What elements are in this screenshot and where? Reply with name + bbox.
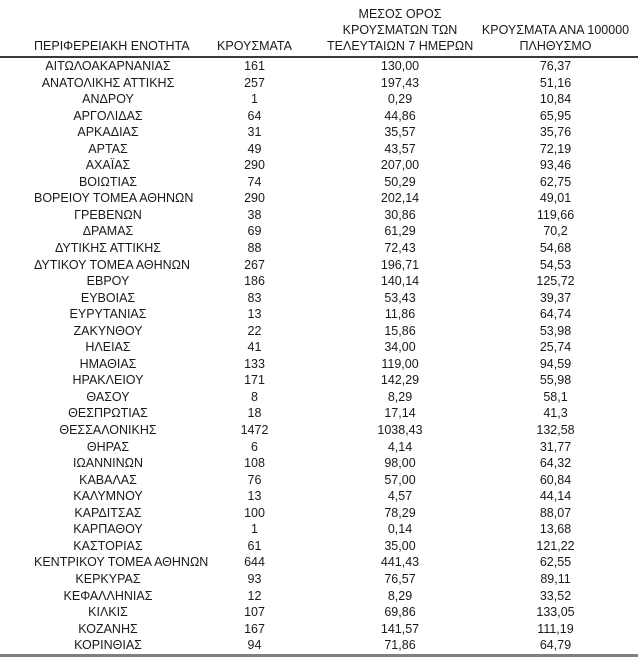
value-cell: 11,86 [384,307,416,322]
header-row [0,0,638,57]
value-cell: 267 [244,257,265,272]
value-cell: 54,53 [539,257,572,272]
table-row [0,372,638,389]
column-header-2 [182,0,327,57]
table-row [0,439,638,456]
table-row [0,273,638,290]
value-cell: 8 [251,389,258,404]
table-body [0,57,638,655]
region-name-cell: ΚΑΡΔΙΤΣΑΣ [74,505,142,520]
value-cell: 141,57 [380,621,420,636]
value-cell: 98,00 [384,456,416,471]
table-row [0,637,638,655]
region-name-cell: ΗΜΑΘΙΑΣ [79,356,137,371]
table-row [0,57,638,75]
table-row [0,157,638,174]
region-name-cell: ΚΕΡΚΥΡΑΣ [75,571,141,586]
value-cell: 13,68 [539,522,572,537]
value-cell: 62,75 [539,174,572,189]
value-cell: 1472 [240,423,269,438]
table-row [0,571,638,588]
table-row [0,290,638,307]
value-cell: 38 [247,207,262,222]
region-name-cell: ΖΑΚΥΝΘΟΥ [73,323,143,338]
region-name-cell: ΗΡΑΚΛΕΙΟΥ [72,373,144,388]
value-cell: 33,52 [539,588,572,603]
table-header [0,0,638,57]
table-row [0,124,638,141]
value-cell: 44,86 [384,108,416,123]
value-cell: 57,00 [384,472,416,487]
value-cell: 207,00 [380,158,420,173]
value-cell: 12 [247,588,262,603]
value-cell: 61 [247,538,262,553]
value-cell: 94 [247,638,262,653]
value-cell: 39,37 [539,290,572,305]
region-name-cell: ΘΕΣΠΡΩΤΙΑΣ [68,406,148,421]
table-row [0,141,638,158]
table-row [0,323,638,340]
value-cell: 64 [247,108,262,123]
table-row [0,604,638,621]
value-cell: 125,72 [536,274,575,289]
value-cell: 441,43 [380,555,420,570]
region-name-cell: ΚΑΡΠΑΘΟΥ [73,522,143,537]
value-cell: 43,57 [384,141,416,156]
value-cell: 17,14 [384,406,416,421]
value-cell: 35,57 [384,125,416,140]
value-cell: 119,00 [381,356,419,371]
value-cell: 72,19 [539,141,572,156]
value-cell: 100 [244,505,265,520]
value-cell: 76 [247,472,262,487]
value-cell: 18 [247,406,262,421]
value-cell: 8,29 [387,389,413,404]
table-row [0,621,638,638]
column-header-3 [327,0,473,57]
column-header-line: ΠΛΗΘΥΣΜΟ [519,39,592,53]
value-cell: 132,58 [536,423,575,438]
value-cell: 62,55 [539,555,572,570]
value-cell: 10,84 [539,92,572,107]
value-cell: 54,68 [539,241,572,256]
value-cell: 69,86 [384,605,416,620]
value-cell: 30,86 [384,207,416,222]
value-cell: 0,14 [387,522,413,537]
region-name-cell: ΚΑΣΤΟΡΙΑΣ [73,538,143,553]
value-cell: 31 [247,125,262,140]
value-cell: 142,29 [380,373,420,388]
value-cell: 64,32 [539,456,572,471]
region-name-cell: ΚΑΒΑΛΑΣ [79,472,137,487]
table-row [0,405,638,422]
column-header-line: ΠΕΡΙΦΕΡΕΙΑΚΗ ΕΝΟΤΗΤΑ [34,39,190,53]
region-name-cell: ΔΥΤΙΚΟΥ ΤΟΜΕΑ ΑΘΗΝΩΝ [34,257,191,272]
column-header-line: ΚΡΟΥΣΜΑΤΩΝ ΤΩΝ [342,23,458,37]
value-cell: 290 [244,158,265,173]
table-row [0,257,638,274]
value-cell: 72,43 [384,241,416,256]
table-row [0,472,638,489]
value-cell: 121,22 [536,538,575,553]
value-cell: 44,14 [539,489,572,504]
value-cell: 41 [247,340,262,355]
region-name-cell: ΑΡΚΑΔΙΑΣ [77,125,139,140]
region-name-cell: ΑΡΤΑΣ [88,141,128,156]
table-row [0,108,638,125]
region-name-cell: ΗΛΕΙΑΣ [85,340,131,355]
value-cell: 130,00 [380,59,420,73]
value-cell: 83 [247,290,262,305]
value-cell: 4,14 [387,439,413,454]
value-cell: 186 [244,274,265,289]
value-cell: 171 [244,373,265,388]
value-cell: 0,29 [387,92,413,107]
value-cell: 1 [251,92,258,107]
value-cell: 93,46 [539,158,572,173]
table-row [0,505,638,522]
value-cell: 108 [244,456,265,471]
value-cell: 55,98 [539,373,572,388]
region-name-cell: ΑΝΑΤΟΛΙΚΗΣ ΑΤΤΙΚΗΣ [41,75,175,90]
column-header-line: ΜΕΣΟΣ ΟΡΟΣ [358,7,442,21]
table-row [0,521,638,538]
table-row [0,240,638,257]
value-cell: 202,14 [380,191,420,206]
value-cell: 31,77 [539,439,572,454]
value-cell: 140,14 [380,274,420,289]
value-cell: 119,66 [536,207,575,222]
table-row [0,91,638,108]
region-name-cell: ΓΡΕΒΕΝΩΝ [74,207,142,222]
region-name-cell: ΕΥΡΥΤΑΝΙΑΣ [69,307,147,322]
table-row [0,306,638,323]
region-name-cell: ΚΑΛΥΜΝΟΥ [73,489,143,504]
region-name-cell: ΑΝΔΡΟΥ [82,92,134,107]
value-cell: 41,3 [543,406,568,421]
value-cell: 78,29 [384,505,416,520]
column-header-line: ΤΕΛΕΥΤΑΙΩΝ 7 ΗΜΕΡΩΝ [327,39,474,53]
value-cell: 51,16 [539,75,572,90]
table-row [0,455,638,472]
column-header-4 [473,0,638,57]
region-name-cell: ΔΥΤΙΚΗΣ ΑΤΤΙΚΗΣ [55,241,161,256]
table-row [0,207,638,224]
value-cell: 64,79 [539,638,572,653]
region-name-cell: ΚΕΦΑΛΛΗΝΙΑΣ [63,588,153,603]
value-cell: 61,29 [384,224,416,239]
region-name-cell: ΔΡΑΜΑΣ [82,224,134,239]
table-row [0,223,638,240]
value-cell: 107 [244,605,265,620]
table-row [0,339,638,356]
value-cell: 644 [244,555,265,570]
value-cell: 53,98 [539,323,572,338]
value-cell: 13 [247,307,262,322]
region-name-cell: ΑΧΑΪΑΣ [85,158,131,173]
table-row [0,588,638,605]
value-cell: 49,01 [539,191,572,206]
value-cell: 197,43 [380,75,420,90]
value-cell: 35,76 [539,125,572,140]
region-name-cell: ΚΟΡΙΝΘΙΑΣ [74,638,142,653]
column-header-line: ΚΡΟΥΣΜΑΤΑ [217,39,292,53]
value-cell: 133,05 [536,605,575,620]
table-row [0,356,638,373]
column-header-line: ΚΡΟΥΣΜΑΤΑ ΑΝΑ 100000 [481,23,630,37]
value-cell: 49 [247,141,262,156]
region-name-cell: ΑΡΓΟΛΙΔΑΣ [73,108,143,123]
value-cell: 1038,43 [377,423,423,438]
value-cell: 58,1 [543,389,568,404]
value-cell: 6 [251,439,258,454]
value-cell: 88 [247,241,262,256]
value-cell: 161 [244,59,265,73]
value-cell: 94,59 [539,356,572,371]
value-cell: 15,86 [384,323,416,338]
value-cell: 22 [247,323,262,338]
region-name-cell: ΘΗΡΑΣ [86,439,130,454]
region-name-cell: ΒΟΡΕΙΟΥ ΤΟΜΕΑ ΑΘΗΝΩΝ [34,191,194,206]
table-row [0,389,638,406]
value-cell: 257 [244,75,265,90]
value-cell: 93 [247,571,262,586]
value-cell: 25,74 [539,340,572,355]
value-cell: 34,00 [384,340,416,355]
region-name-cell: ΕΒΡΟΥ [86,274,130,289]
value-cell: 111,19 [537,621,574,636]
table-row [0,190,638,207]
table-row [0,538,638,555]
value-cell: 4,57 [387,489,413,504]
value-cell: 290 [244,191,265,206]
value-cell: 76,37 [539,59,572,73]
region-name-cell: ΚΕΝΤΡΙΚΟΥ ΤΟΜΕΑ ΑΘΗΝΩΝ [34,555,209,570]
value-cell: 60,84 [539,472,572,487]
table-row [0,174,638,191]
region-name-cell: ΙΩΑΝΝΙΝΩΝ [72,456,144,471]
value-cell: 196,71 [380,257,420,272]
value-cell: 76,57 [384,571,416,586]
value-cell: 1 [251,522,258,537]
region-name-cell: ΘΑΣΟΥ [86,389,130,404]
region-name-cell: ΚΟΖΑΝΗΣ [78,621,138,636]
value-cell: 65,95 [539,108,572,123]
column-header-1 [0,0,190,57]
value-cell: 69 [247,224,262,239]
value-cell: 167 [244,621,265,636]
table-row [0,75,638,92]
value-cell: 133 [244,356,265,371]
region-name-cell: ΒΟΙΩΤΙΑΣ [78,174,138,189]
value-cell: 13 [247,489,262,504]
value-cell: 64,74 [539,307,572,322]
value-cell: 8,29 [387,588,413,603]
value-cell: 50,29 [384,174,416,189]
value-cell: 89,11 [540,571,571,586]
value-cell: 88,07 [539,505,572,520]
value-cell: 53,43 [384,290,416,305]
table-row [0,488,638,505]
table-row [0,422,638,439]
region-name-cell: ΑΙΤΩΛΟΑΚΑΡΝΑΝΙΑΣ [45,59,171,73]
region-name-cell: ΚΙΛΚΙΣ [88,605,128,620]
value-cell: 35,00 [384,538,416,553]
value-cell: 70,2 [543,224,568,239]
region-name-cell: ΘΕΣΣΑΛΟΝΙΚΗΣ [59,423,157,438]
value-cell: 74 [247,174,262,189]
table-row [0,554,638,571]
value-cell: 71,86 [384,638,416,653]
region-name-cell: ΕΥΒΟΙΑΣ [80,290,136,305]
